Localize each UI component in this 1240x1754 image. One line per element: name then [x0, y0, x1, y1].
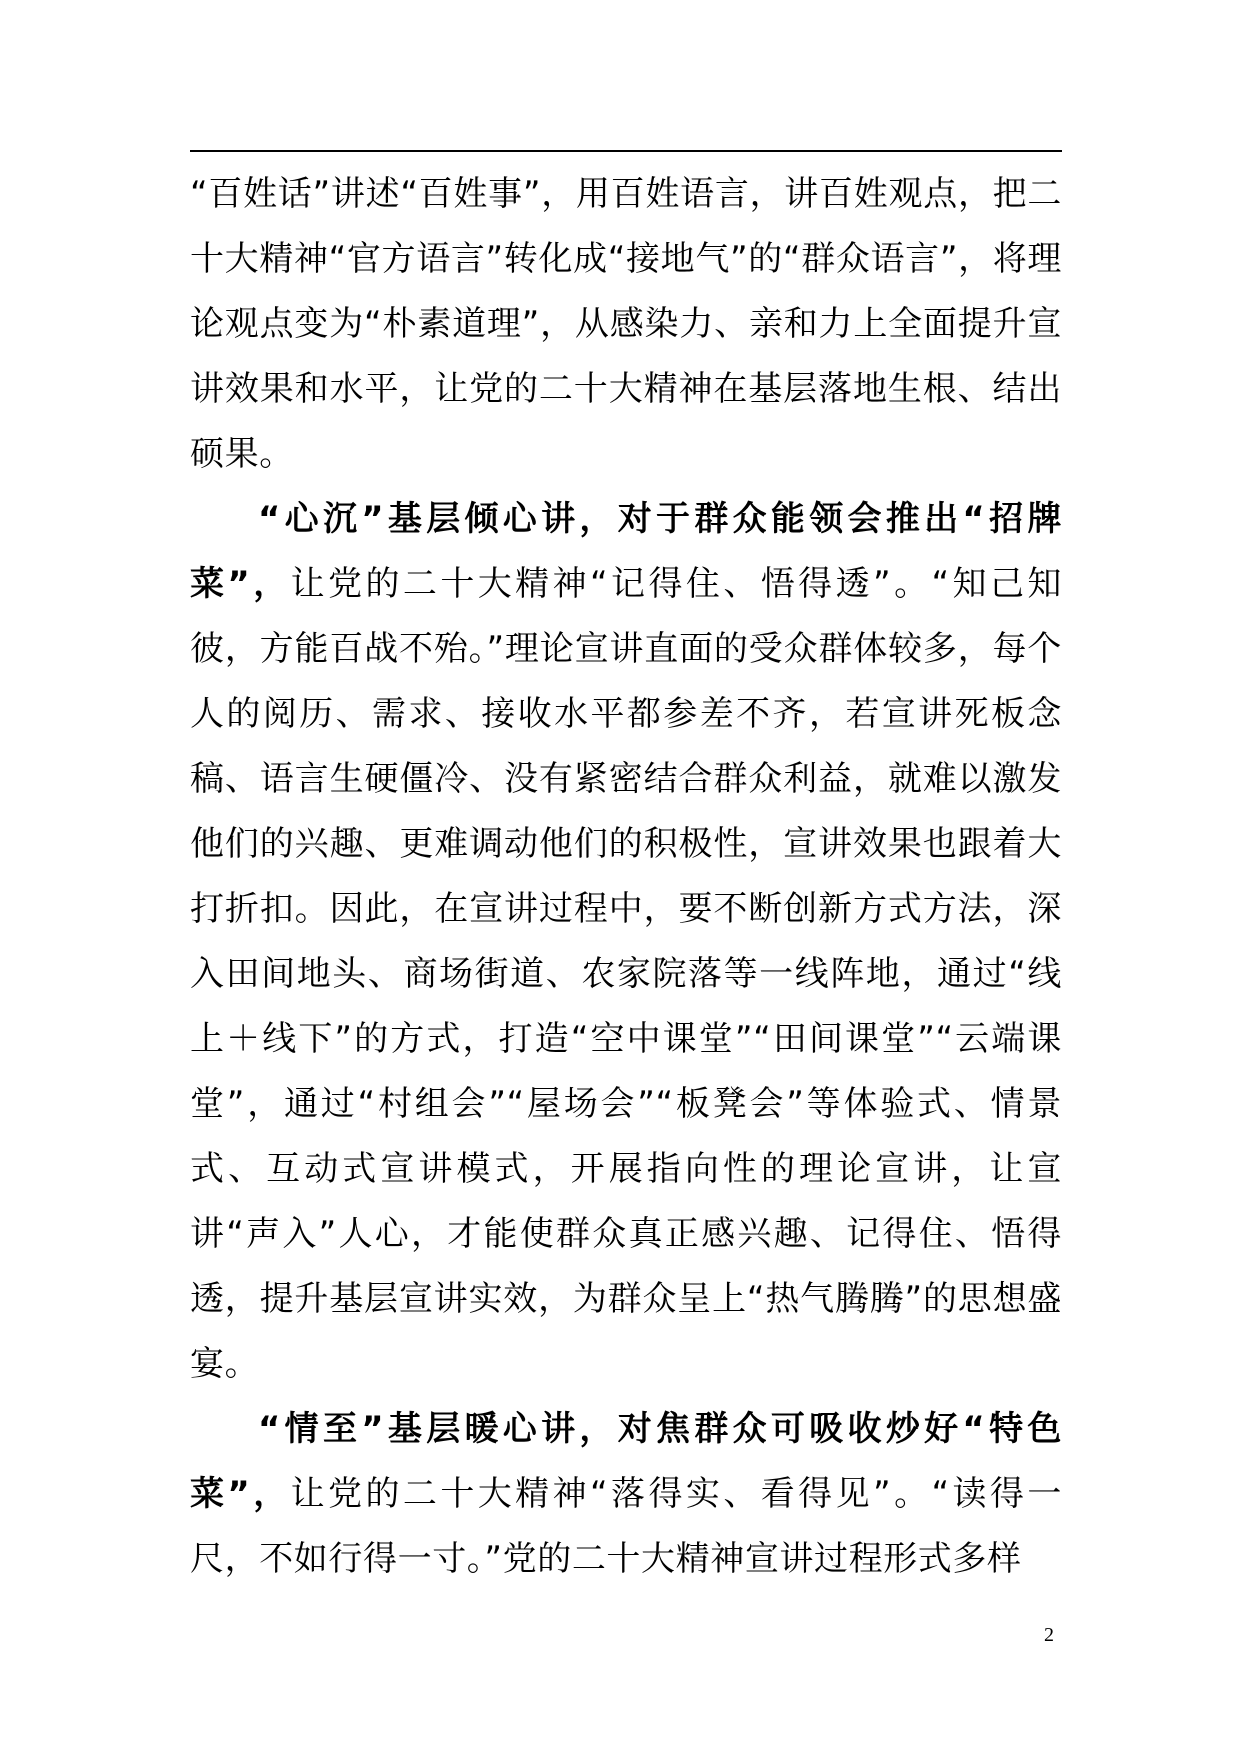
- header-rule: [190, 150, 1062, 152]
- paragraph-2-lead: “心沉”基层倾心讲，对于群众能领会推出“招牌菜”，: [190, 499, 1062, 604]
- page-number: 2: [1044, 1624, 1054, 1646]
- paragraph-1-text: “百姓话”讲述“百姓事”，用百姓语言，讲百姓观点，把二十大精神“官方语言”转化成“接地气”的“群众语言”，将理论观点变为“朴素道理”，从感染力、亲和力上全面提升宣讲效果和水平，让党的二十大精神在基层落地生根、结出硕果。: [190, 174, 1062, 474]
- paragraph-3-text: 让党的二十大精神“落得实、看得见”。“读得一尺，不如行得一寸。”党的二十大精神宣讲过程形式多样: [190, 1474, 1062, 1579]
- paragraph-1: [190, 162, 1062, 487]
- document-body: [190, 162, 1062, 1592]
- paragraph-2-text: 让党的二十大精神“记得住、悟得透”。“知己知彼，方能百战不殆。”理论宣讲直面的受众群体较多，每个人的阅历、需求、接收水平都参差不齐，若宣讲死板念稿、语言生硬僵冷、没有紧密结合群众利益，就难以激发他们的兴趣、更难调动他们的积极性，宣讲效果也跟着大打折扣。因此，在宣讲过程中，要不断创新方式方法，深入田间地头、商场街道、农家院落等一线阵地，通过“线上＋线下”的方式，打造“空中课堂”“田间课堂”“云端课堂”，通过“村组会”“屋场会”“板凳会”等体验式、情景式、互动式宣讲模式，开展指向性的理论宣讲，让宣讲“声入”人心，才能使群众真正感兴趣、记得住、悟得透，提升基层宣讲实效，为群众呈上“热气腾腾”的思想盛宴。: [190, 564, 1062, 1384]
- paragraph-2: [190, 487, 1062, 1397]
- paragraph-3: [190, 1397, 1062, 1592]
- paragraph-3-lead: “情至”基层暖心讲，对焦群众可吸收炒好“特色菜”，: [190, 1409, 1062, 1514]
